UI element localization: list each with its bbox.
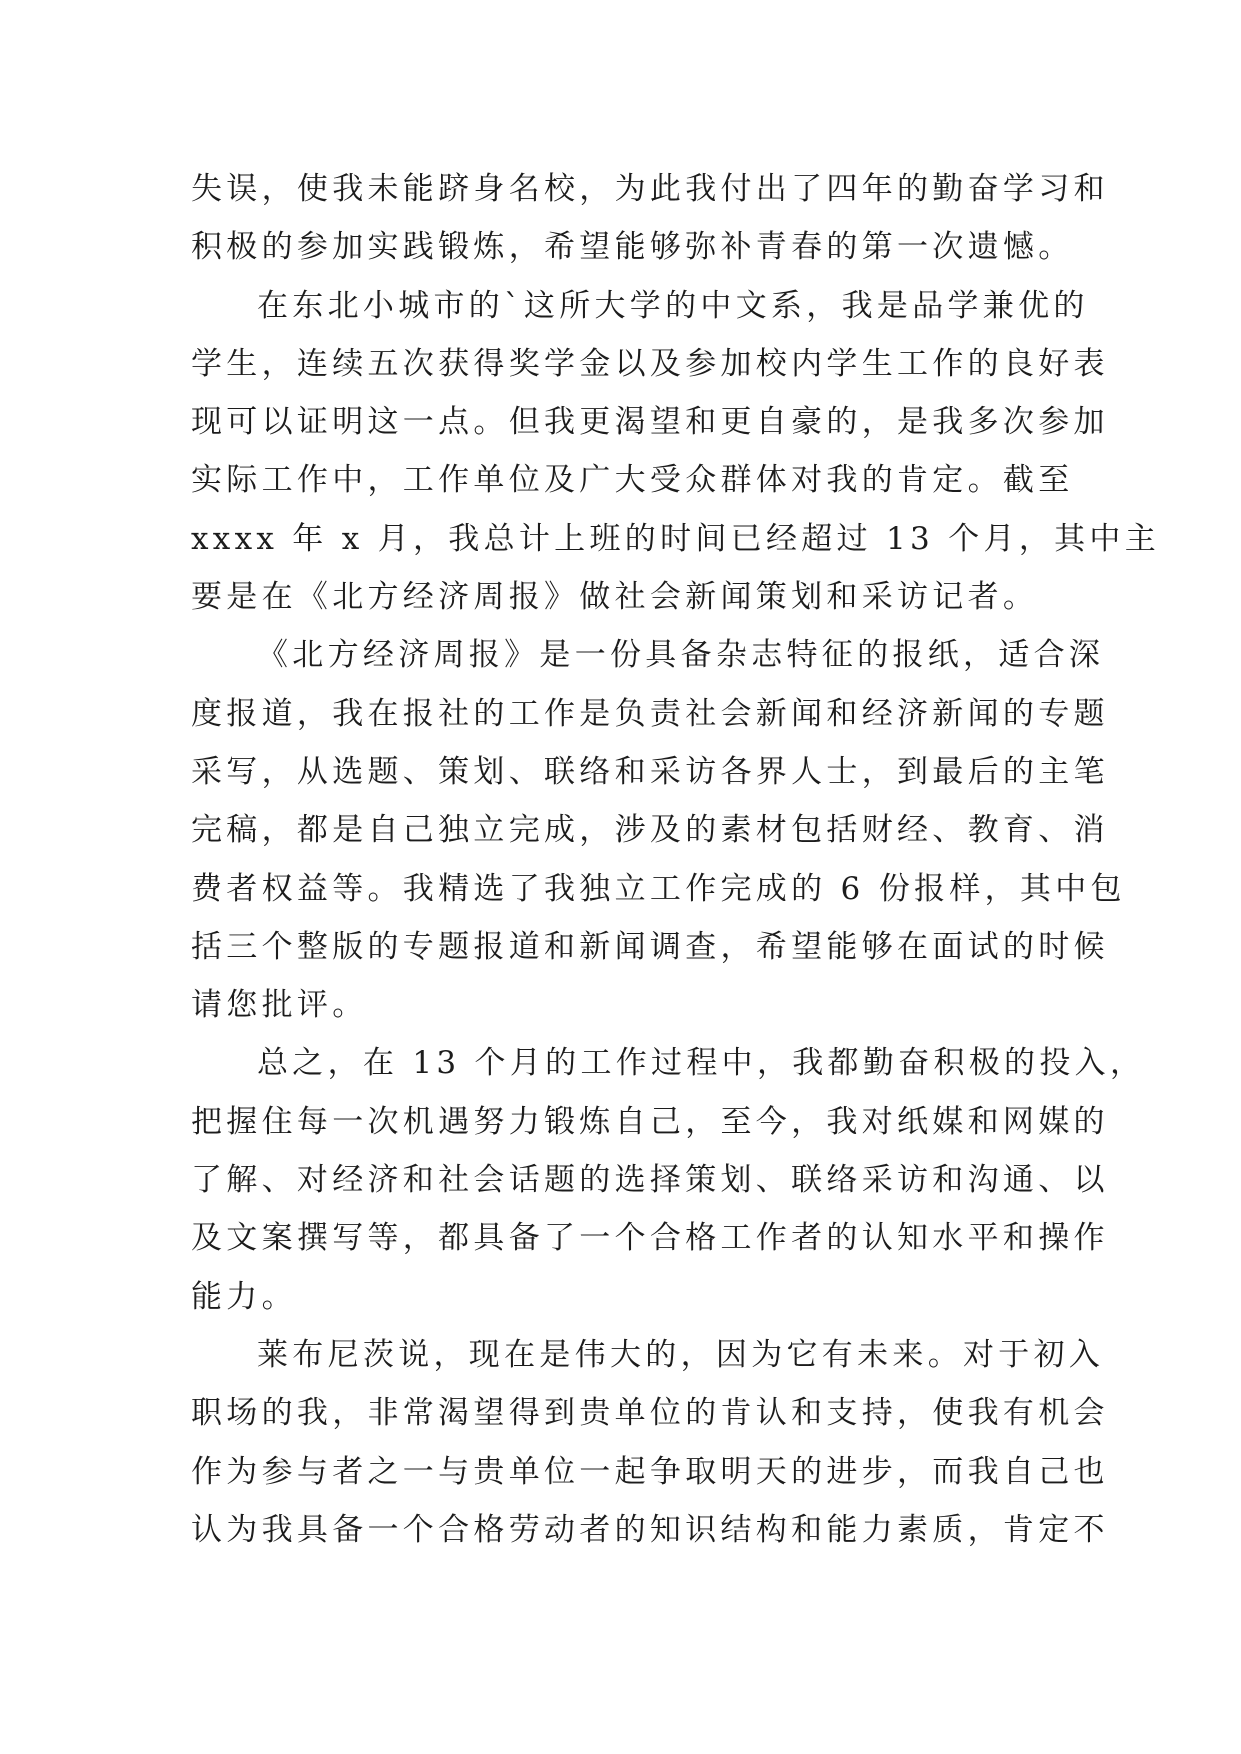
paragraph-first-line: 在东北小城市的`这所大学的中文系，我是品学兼优的: [257, 287, 1089, 324]
text-line: xxxx 年 x 月，我总计上班的时间已经超过 13 个月，其中主: [191, 520, 1161, 557]
text-line: 积极的参加实践锻炼，希望能够弥补青春的第一次遗憾。: [191, 229, 1074, 266]
text-line: 了解、对经济和社会话题的选择策划、联络采访和沟通、以: [191, 1162, 1109, 1199]
document-body: [191, 160, 1161, 1559]
text-line: 学生，连续五次获得奖学金以及参加校内学生工作的良好表: [191, 345, 1109, 382]
text-line: 及文案撰写等，都具备了一个合格工作者的认知水平和操作: [191, 1220, 1109, 1257]
text-line: 认为我具备一个合格劳动者的知识结构和能力素质，肯定不: [191, 1511, 1109, 1548]
text-line: 度报道，我在报社的工作是负责社会新闻和经济新闻的专题: [191, 695, 1109, 732]
text-line: 费者权益等。我精选了我独立工作完成的 6 份报样，其中包: [191, 870, 1126, 907]
text-line: 括三个整版的专题报道和新闻调查，希望能够在面试的时候: [191, 928, 1109, 965]
text-line: 失误，使我未能跻身名校，为此我付出了四年的勤奋学习和: [191, 171, 1109, 207]
text-line: 能力。: [191, 1278, 297, 1315]
text-line: 要是在《北方经济周报》做社会新闻策划和采访记者。: [191, 579, 1039, 616]
text-line: 作为参与者之一与贵单位一起争取明天的进步，而我自己也: [191, 1453, 1109, 1490]
text-line: 请您批评。: [191, 987, 368, 1024]
paragraph-first-line: 总之，在 13 个月的工作过程中，我都勤奋积极的投入，: [257, 1045, 1146, 1082]
text-line: 现可以证明这一点。但我更渴望和更自豪的，是我多次参加: [191, 404, 1109, 441]
text-line: 采写，从选题、策划、联络和采访各界人士，到最后的主笔: [191, 753, 1109, 790]
text-line: 实际工作中，工作单位及广大受众群体对我的肯定。截至: [191, 462, 1074, 499]
text-line: 完稿，都是自己独立完成，涉及的素材包括财经、教育、消: [191, 812, 1109, 849]
text-line: 职场的我，非常渴望得到贵单位的肯认和支持，使我有机会: [191, 1395, 1109, 1432]
paragraph-first-line: 《北方经济周报》是一份具备杂志特征的报纸，适合深: [257, 637, 1105, 674]
text-line: 把握住每一次机遇努力锻炼自己，至今，我对纸媒和网媒的: [191, 1103, 1109, 1140]
paragraph-first-line: 莱布尼茨说，现在是伟大的，因为它有未来。对于初入: [257, 1336, 1105, 1373]
